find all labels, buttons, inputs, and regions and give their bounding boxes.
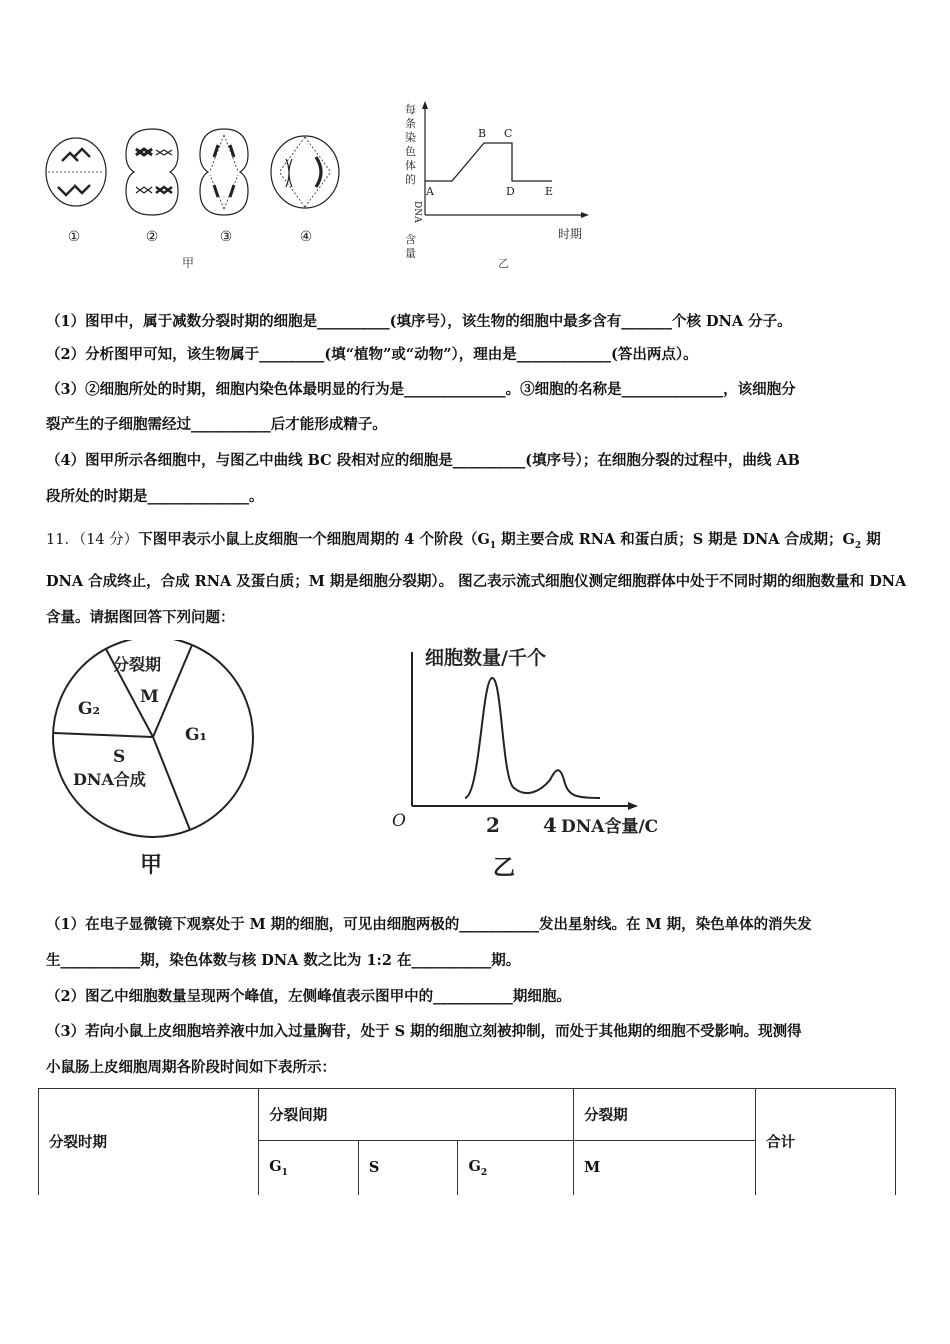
q11-intro: 11．（14 分）下图甲表示小鼠上皮细胞一个细胞周期的 4 个阶段（$G_1$ 期主要合成 RNA 和蛋白质；S 期是 DNA 合成期；$G_2$ 期 DNA 合成终止，合成 RNA 及蛋白质；M 期是细胞分裂期）。 图乙表示流式细胞仪测定细胞群体中处于不同时期的细胞数量和 DNA 含量。请据图回答下列问题：	[46, 531, 907, 626]
q10-line-2: （2）分析图甲可知，该生物属于_________(填“植物”或“动物”），理由是_____________(答出两点）。	[46, 346, 698, 363]
graph-ylabel-1: 条	[405, 117, 416, 130]
table-cell-m: M	[574, 1141, 756, 1195]
histogram-origin: O	[392, 811, 406, 831]
q11-line-1a: （1）在电子显微镜下观察处于 M 期的细胞，可见由细胞两极的___________发出星射线。在 M 期，染色单体的消失发	[46, 916, 812, 933]
graph-ylabel-2: 染	[405, 131, 416, 144]
cell-3-diagram	[200, 129, 248, 215]
histogram-tick-2: 2	[486, 813, 500, 837]
graph-ylabel-7: 含	[405, 233, 416, 246]
q11-line-3b: 小鼠肠上皮细胞周期各阶段时间如下表所示：	[46, 1059, 336, 1076]
graph-ylabel-6: DNA	[412, 201, 422, 223]
cell-label-3: ③	[219, 229, 233, 245]
dna-content-graph	[405, 101, 589, 270]
figure-cell-cycle	[40, 640, 700, 890]
table-header-phase: 分裂时期	[39, 1089, 259, 1195]
point-a: A	[426, 185, 434, 198]
table-header-mitosis: 分裂期	[574, 1089, 756, 1141]
table-cell-s: S	[358, 1141, 458, 1195]
table-cell-g2: $G_2$	[458, 1141, 574, 1195]
histogram-curve	[465, 678, 600, 798]
q11-line-2: （2）图乙中细胞数量呈现两个峰值，左侧峰值表示图甲中的___________期细胞。	[46, 988, 571, 1005]
q11-line-3a: （3）若向小鼠上皮细胞培养液中加入过量胸苷，处于 S 期的细胞立刻被抑制，而处于其他期的细胞不受影响。现测得	[46, 1023, 802, 1040]
q10-line-4b: 段所处的时期是______________。	[46, 488, 264, 505]
q10-line-4a: （4）图甲所示各细胞中，与图乙中曲线 BC 段相对应的细胞是__________(填序号）；在细胞分裂的过程中，曲线 AB	[46, 452, 800, 469]
histogram-tick-4: 4	[543, 813, 557, 837]
cell-4-diagram	[271, 136, 339, 208]
pie-label-dna: DNA合成	[73, 770, 146, 789]
cell-label-2: ②	[145, 229, 159, 245]
graph-ylabel-5: 的	[405, 173, 416, 186]
pie-label-s: S	[113, 747, 126, 767]
cell-label-4: ④	[299, 229, 313, 245]
graph-ylabel-4: 体	[405, 159, 416, 172]
fig1-caption-yi: 乙	[498, 257, 509, 270]
point-b: B	[478, 127, 487, 140]
table-header-total: 合计	[756, 1089, 896, 1195]
q11-number: 11．（14 分）	[46, 532, 139, 548]
graph-xlabel: 时期	[558, 227, 583, 241]
pie-label-g2: G₂	[78, 699, 100, 719]
histogram-ylabel: 细胞数量/千个	[425, 647, 546, 669]
q11-line-1b: 生___________期，染色体数与核 DNA 数之比为 1:2 在___________期。	[46, 952, 521, 969]
histogram-xlabel: DNA含量/C	[561, 817, 659, 837]
q10-line-1: （1）图甲中，属于减数分裂时期的细胞是__________(填序号），该生物的细胞中最多含有_______个核 DNA 分子。	[46, 313, 792, 330]
cell-label-1: ①	[67, 229, 81, 245]
cell-cycle-table	[38, 1088, 896, 1195]
pie-label-m: M	[140, 687, 159, 707]
point-c: C	[504, 127, 513, 140]
fig1-caption-jia: 甲	[181, 256, 195, 270]
q10-line-3b: 裂产生的子细胞需经过___________后才能形成精子。	[46, 416, 387, 433]
table-cell-g1: $G_1$	[259, 1141, 359, 1195]
graph-ylabel-8: 量	[405, 247, 416, 260]
graph-ylabel-3: 色	[405, 145, 416, 158]
table-header-interphase: 分裂间期	[259, 1089, 574, 1141]
cell-1-diagram	[46, 138, 106, 206]
point-e: E	[545, 185, 554, 198]
figure-cell-division	[40, 95, 600, 275]
q10-line-3a: （3）②细胞所处的时期，细胞内染色体最明显的行为是______________。③细胞的名称是______________，该细胞分	[46, 381, 796, 398]
pie-label-fenlie: 分裂期	[113, 655, 162, 674]
dna-histogram	[392, 646, 658, 881]
fig2-caption-yi: 乙	[493, 855, 516, 881]
point-d: D	[506, 185, 515, 198]
graph-ylabel-0: 每	[405, 103, 416, 116]
fig2-caption-jia: 甲	[140, 852, 163, 878]
pie-label-g1: G₁	[185, 725, 207, 745]
cell-2-diagram	[126, 129, 178, 215]
